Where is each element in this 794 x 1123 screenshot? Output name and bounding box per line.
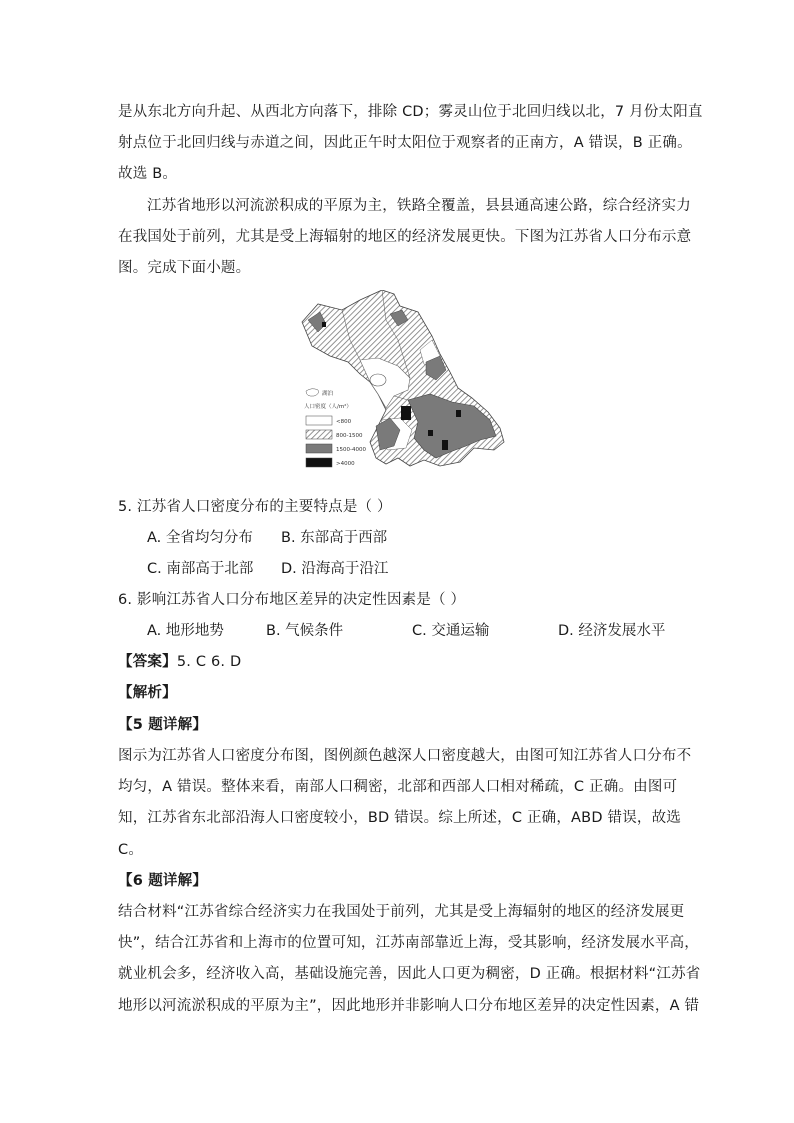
q6-option-a: A. 地形地势 xyxy=(147,623,224,639)
answer-text: 5. C 6. D xyxy=(176,654,242,670)
legend-lake-icon xyxy=(306,389,319,396)
d5-line-3: 知，江苏省东北部沿海人口密度较小，BD 错误。综上所述，C 正确，ABD 错误，故选 xyxy=(118,810,681,826)
d5-label: 【5 题详解】 xyxy=(118,717,208,733)
city-xuzhou xyxy=(322,322,326,327)
q5-option-a: A. 全省均匀分布 xyxy=(147,530,253,546)
q5-option-b: B. 东部高于西部 xyxy=(281,530,388,546)
legend-item-4: >4000 xyxy=(336,461,355,467)
d6-line-2: 快”，结合江苏省和上海市的位置可知，江苏南部靠近上海，受其影响，经济发展水平高， xyxy=(118,935,700,951)
legend-lake-label: 湖泊 xyxy=(322,391,334,397)
d6-label: 【6 题详解】 xyxy=(118,873,208,889)
legend-item-1: <800 xyxy=(336,419,352,425)
jiangsu-population-map xyxy=(290,290,510,482)
q5-option-c: C. 南部高于北部 xyxy=(147,561,254,577)
city-changzhou xyxy=(428,430,433,436)
q6-option-b: B. 气候条件 xyxy=(266,623,344,639)
passage-line-2: 在我国处于前列，尤其是受上海辐射的地区的经济发展更快。下图为江苏省人口分布示意 xyxy=(118,229,692,245)
q5-option-d: D. 沿海高于沿江 xyxy=(281,561,389,577)
map-legend xyxy=(304,389,366,467)
analysis-label: 【解析】 xyxy=(118,685,177,701)
legend-title: 人口密度（人/m²） xyxy=(304,404,352,410)
passage-line-1: 江苏省地形以河流淤积成的平原为主，铁路全覆盖，县县通高速公路，综合经济实力 xyxy=(147,198,691,214)
q5-stem: 5. 江苏省人口密度分布的主要特点是（ ） xyxy=(118,499,392,515)
city-nanjing xyxy=(401,406,411,420)
legend-item-2: 800-1500 xyxy=(336,433,363,439)
intro-line-1: 是从东北方向升起、从西北方向落下，排除 CD；雾灵山位于北回归线以北，7 月份太阳直 xyxy=(118,104,703,120)
answer-label: 【答案】 xyxy=(118,654,177,670)
intro-line-3: 故选 B。 xyxy=(118,166,178,182)
q6-option-c: C. 交通运输 xyxy=(412,623,490,639)
answer-line xyxy=(118,652,241,672)
d6-line-4: 地形以河流淤积成的平原为主”，因此地形并非影响人口分布地区差异的决定性因素，A 错 xyxy=(118,998,700,1014)
city-wuxi xyxy=(442,440,448,450)
legend-item-3: 1500-4000 xyxy=(336,447,366,453)
d6-line-3: 就业机会多，经济收入高，基础设施完善，因此人口更为稠密，D 正确。根据材料“江苏省 xyxy=(118,966,701,982)
d5-line-1: 图示为江苏省人口密度分布图，图例颜色越深人口密度越大，由图可知江苏省人口分布不 xyxy=(118,748,692,764)
d6-line-1: 结合材料“江苏省综合经济实力在我国处于前列，尤其是受上海辐射的地区的经济发展更 xyxy=(118,904,685,920)
q6-stem: 6. 影响江苏省人口分布地区差异的决定性因素是（ ） xyxy=(118,592,466,608)
city-suzhou xyxy=(456,410,461,417)
d5-line-2: 均匀，A 错误。整体来看，南部人口稠密，北部和西部人口相对稀疏，C 正确。由图可 xyxy=(118,779,678,795)
lake-shape xyxy=(370,374,386,386)
passage-line-3: 图。完成下面小题。 xyxy=(118,260,251,276)
d5-line-4: C。 xyxy=(118,842,144,858)
q6-option-d: D. 经济发展水平 xyxy=(558,623,666,639)
intro-line-2: 射点位于北回归线与赤道之间，因此正午时太阳位于观察者的正南方，A 错误，B 正确。 xyxy=(118,135,692,151)
